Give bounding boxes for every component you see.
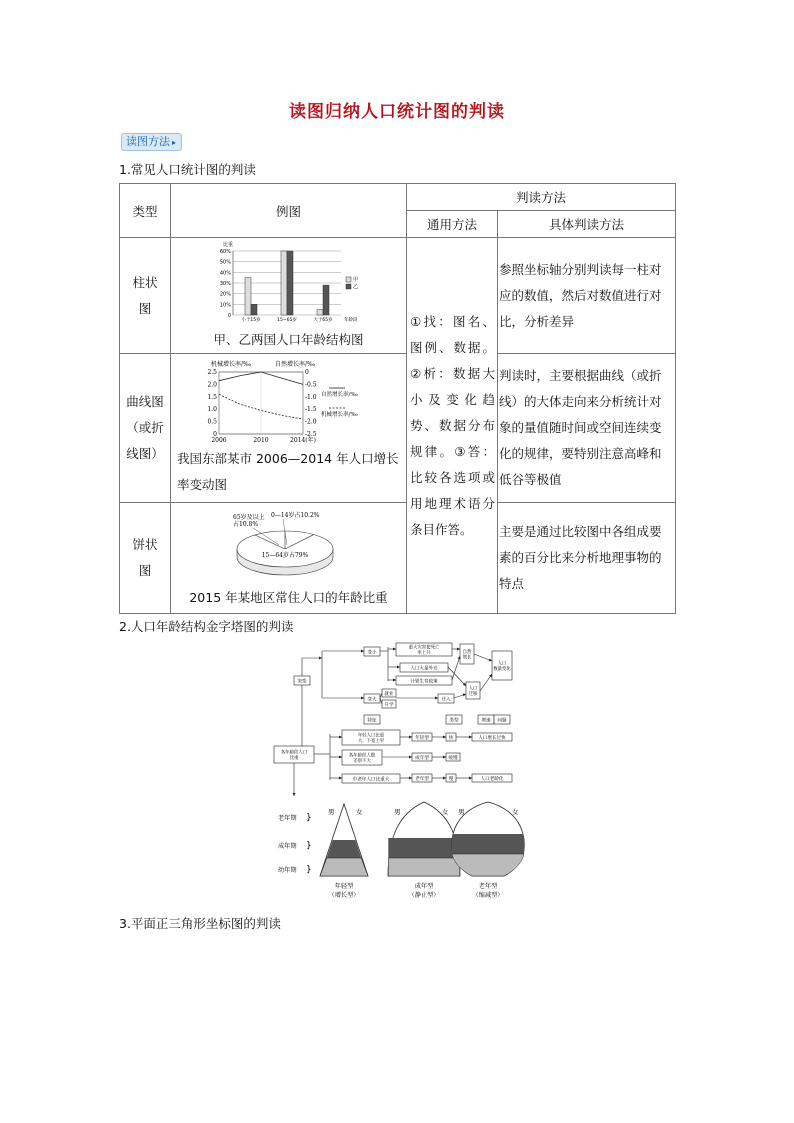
legend-label: 甲 xyxy=(353,276,359,283)
tick-label: 小于15岁 xyxy=(241,317,261,323)
flow-node-overgrowth: 人口增长过快 xyxy=(478,736,506,741)
tick-label: 0.5 xyxy=(207,418,217,426)
flow-node-shuliang: 人口 xyxy=(497,661,507,667)
arrow-head-icon xyxy=(397,666,400,669)
tick-label: 2006 xyxy=(211,437,227,444)
flow-node-shuliang-cont: 数量变化 xyxy=(493,667,511,672)
flow-node-jihua: 计划生育政策 xyxy=(410,679,438,685)
arrow-head-icon xyxy=(409,756,412,759)
slice-label: 65岁及以上 xyxy=(233,514,265,521)
arrow-head-icon xyxy=(339,777,342,780)
axis-label: 机械增长率/‰ xyxy=(211,361,252,368)
connector-line xyxy=(480,674,492,691)
flow-node-leixing: 类型 xyxy=(449,718,459,724)
arrow-head-icon xyxy=(458,656,461,659)
tick-label: -0.5 xyxy=(305,381,317,389)
header-general: 通用方法 xyxy=(407,211,498,238)
tick-label: 10% xyxy=(219,301,231,308)
arrow-head-icon xyxy=(339,736,342,739)
flow-node-wenti: 问题 xyxy=(497,718,507,724)
flow-node-nianqing: 年轻人口比重 xyxy=(357,733,385,739)
tick-label: 2.5 xyxy=(207,369,217,376)
tick-label: 1.0 xyxy=(207,406,217,414)
flow-node-jiuye: 就业 xyxy=(384,692,394,697)
tick-label: -2.0 xyxy=(305,418,317,426)
flow-node-chabie: 各年龄段人数 xyxy=(348,753,376,759)
header-specific: 具体判读方法 xyxy=(498,211,676,238)
bar xyxy=(251,304,257,315)
brace-icon: } xyxy=(306,813,312,823)
pyramid-old-middle xyxy=(452,834,525,854)
axis-label: 年龄段 xyxy=(344,317,358,323)
age-structure-flowchart xyxy=(270,636,532,798)
table-row xyxy=(120,354,676,503)
arrow-head-icon xyxy=(361,650,364,653)
pyramid-type-name: 成年型 xyxy=(414,883,434,890)
arrow-head-icon xyxy=(319,657,322,660)
tick-label: 40% xyxy=(219,269,231,276)
pyramid-type-sub: （增长型） xyxy=(328,892,360,899)
tick-label: 20% xyxy=(219,291,231,298)
flow-node-fast: 快 xyxy=(448,736,454,741)
pyramid-old-base xyxy=(452,854,524,876)
bar xyxy=(281,251,287,315)
flow-node-adult-type: 成年型 xyxy=(415,756,429,761)
flow-node-slow: 缓慢 xyxy=(448,756,458,761)
legend-swatch xyxy=(346,284,351,289)
tag-arrow-icon: ▸ xyxy=(172,138,177,147)
type-cell: 曲线图（或折线图） xyxy=(120,354,171,503)
arrow-head-icon xyxy=(489,674,492,677)
age-label: 成年期 xyxy=(278,843,297,850)
flow-node-zaihai-cont: 率上升 xyxy=(417,651,431,656)
flow-node-ziran: 自然 xyxy=(462,650,472,655)
table-row xyxy=(120,238,676,354)
section-heading-3: 3.平面正三角形坐标图的判读 xyxy=(119,916,281,931)
section-tag-label: 读图方法 xyxy=(126,135,170,148)
arrow-head-icon xyxy=(469,777,472,780)
brace-icon: } xyxy=(306,841,312,851)
section-heading-1: 1.常见人口统计图的判读 xyxy=(119,162,256,177)
bar xyxy=(287,251,293,315)
legend-label: 乙 xyxy=(353,283,359,290)
tick-label: 0 xyxy=(213,431,217,438)
line-chart xyxy=(171,358,407,446)
tick-label: -1.5 xyxy=(305,406,317,414)
flow-node-tezheng: 特征 xyxy=(367,718,377,724)
legend-label: 机械增长率/‰ xyxy=(321,412,358,418)
arrow-head-icon xyxy=(293,793,296,796)
tick-label: 0 xyxy=(305,369,309,376)
flow-node-nianqing-cont: 大，下宽上窄 xyxy=(357,739,385,744)
tick-label: 30% xyxy=(219,280,231,287)
table-row xyxy=(120,503,676,614)
tick-label: 1.5 xyxy=(207,393,217,401)
tick-label: 2014(年) xyxy=(290,437,316,444)
header-method: 判读方法 xyxy=(407,184,676,211)
flow-node-bizhong: 各年龄段人口 xyxy=(280,750,308,756)
arrow-head-icon xyxy=(409,736,412,739)
tick-label: 0 xyxy=(227,312,231,319)
flow-node-biandai: 变大 xyxy=(367,697,377,703)
slice-label: 0—14岁占10.2% xyxy=(271,512,320,519)
arrow-head-icon xyxy=(457,648,460,651)
legend-label: 自然增长率/‰ xyxy=(321,392,358,398)
arrow-head-icon xyxy=(361,697,364,700)
tick-label: 60% xyxy=(219,248,231,255)
flow-node-zaihai: 重大灾害使死亡 xyxy=(408,645,440,651)
section-tag xyxy=(121,133,182,151)
bar-chart xyxy=(171,239,407,327)
flow-node-slower: 慢 xyxy=(448,777,454,782)
section-heading-2: 2.人口年龄结构金字塔图的判读 xyxy=(119,619,294,634)
sex-label: 男 xyxy=(394,808,401,816)
bar-chart-cell xyxy=(171,238,407,354)
flow-node-qianyi-cont: 迁移 xyxy=(468,692,478,697)
header-type: 类型 xyxy=(120,184,171,238)
line-chart-cell xyxy=(171,354,407,503)
flow-node-aging: 人口老龄化 xyxy=(480,777,504,782)
tick-label: 50% xyxy=(219,259,231,266)
bar xyxy=(245,277,251,314)
pyramid-type-sub: （缩减型） xyxy=(472,892,504,899)
type-cell: 柱状图 xyxy=(120,238,171,354)
pyramid-type-name: 老年型 xyxy=(478,883,498,890)
flow-node-bizhong-cont: 比重 xyxy=(289,756,299,761)
flow-node-chabie-cont: 差别不大 xyxy=(353,759,371,764)
pie-chart xyxy=(171,505,407,585)
flow-node-old-type: 老年型 xyxy=(415,777,429,782)
bar xyxy=(323,285,329,315)
flow-node-zhonglao: 中老年人口比重大 xyxy=(352,777,390,783)
arrow-head-icon xyxy=(409,777,412,780)
pyramid-type-name: 年轻型 xyxy=(334,883,354,890)
specific-method-cell: 主要是通过比较图中各组成要素的百分比来分析地理事物的特点 xyxy=(498,503,676,614)
arrow-head-icon xyxy=(393,648,396,651)
figure-caption: 甲、乙两国人口年龄结构图 xyxy=(213,331,364,347)
axis-label: 自然增长率/‰ xyxy=(275,361,316,368)
header-example: 例图 xyxy=(171,184,407,238)
sex-label: 男 xyxy=(328,808,335,816)
figure-caption: 我国东部某市 2006—2014 年人口增长率变动图 xyxy=(177,451,399,492)
sex-label: 男 xyxy=(458,808,465,816)
arrow-head-icon xyxy=(393,679,396,682)
pyramid-adult-middle xyxy=(388,838,459,858)
arrow-head-icon xyxy=(463,694,466,697)
flow-node-young-type: 年轻型 xyxy=(415,736,429,741)
age-label: 幼年期 xyxy=(278,867,297,874)
sex-label: 女 xyxy=(356,808,363,816)
figure-caption: 2015 年某地区常住人口的年龄比重 xyxy=(189,590,388,605)
age-label: 老年期 xyxy=(278,815,297,822)
arrow-head-icon xyxy=(339,756,342,759)
pie-chart-cell xyxy=(171,503,407,614)
arrow-head-icon xyxy=(435,697,438,700)
tick-label: 15~65岁 xyxy=(277,317,297,323)
specific-method-cell: 参照坐标轴分别判读每一柱对应的数值，然后对数值进行对比，分析差异 xyxy=(498,238,676,354)
axis-label: 比重 xyxy=(223,241,234,248)
pyramid-adult-base xyxy=(388,858,459,876)
type-cell: 饼状图 xyxy=(120,503,171,614)
pyramid-type-sub: （静止型） xyxy=(408,892,440,899)
arrow-head-icon xyxy=(443,777,446,780)
pyramid-young-middle xyxy=(327,840,362,858)
flow-node-tubian: 突变 xyxy=(297,679,307,685)
tick-label: -2.5 xyxy=(305,431,317,438)
method-table xyxy=(119,183,676,614)
arrow-head-icon xyxy=(469,736,472,739)
flow-node-bianxiao: 变小 xyxy=(367,650,377,656)
arrow-head-icon xyxy=(443,756,446,759)
brace-icon: } xyxy=(306,865,312,875)
general-method-cell: ①找：图名、图例、数据。②析：数据大小及变化趋势、数据分布规律。③答：比较各选项或用地理术语分条目作答。 xyxy=(407,238,498,614)
arrow-head-icon xyxy=(443,736,446,739)
population-pyramids xyxy=(270,798,532,908)
tick-label: 2010 xyxy=(253,437,269,444)
flow-node-ziran-cont: 增长 xyxy=(462,655,472,661)
flow-node-waiqian: 人口大量外迁 xyxy=(410,666,438,672)
sex-label: 女 xyxy=(442,808,449,816)
tick-label: 大于65岁 xyxy=(313,317,333,323)
page-title: 读图归纳人口统计图的判读 xyxy=(289,102,505,122)
bar xyxy=(317,309,323,314)
flow-node-qianyi: 人口 xyxy=(468,686,478,692)
specific-method-cell: 判读时，主要根据曲线（或折线）的大体走向来分析统计对象的量值随时间或空间连续变化的规律，要特别注意高峰和低谷等极值 xyxy=(498,354,676,503)
tick-label: -1.0 xyxy=(305,393,317,401)
sex-label: 女 xyxy=(512,808,519,816)
flow-node-shengxue: 升学 xyxy=(384,703,394,708)
connector-line xyxy=(452,656,460,680)
flow-node-zengzhang: 增速 xyxy=(481,718,491,724)
legend-swatch xyxy=(346,277,351,282)
tick-label: 2.0 xyxy=(207,381,217,389)
slice-label: 占10.8% xyxy=(233,521,259,528)
flow-node-qianru: 迁入 xyxy=(441,697,451,703)
slice-label: 15—64岁占79% xyxy=(261,552,309,559)
pyramid-young-base xyxy=(320,858,368,876)
